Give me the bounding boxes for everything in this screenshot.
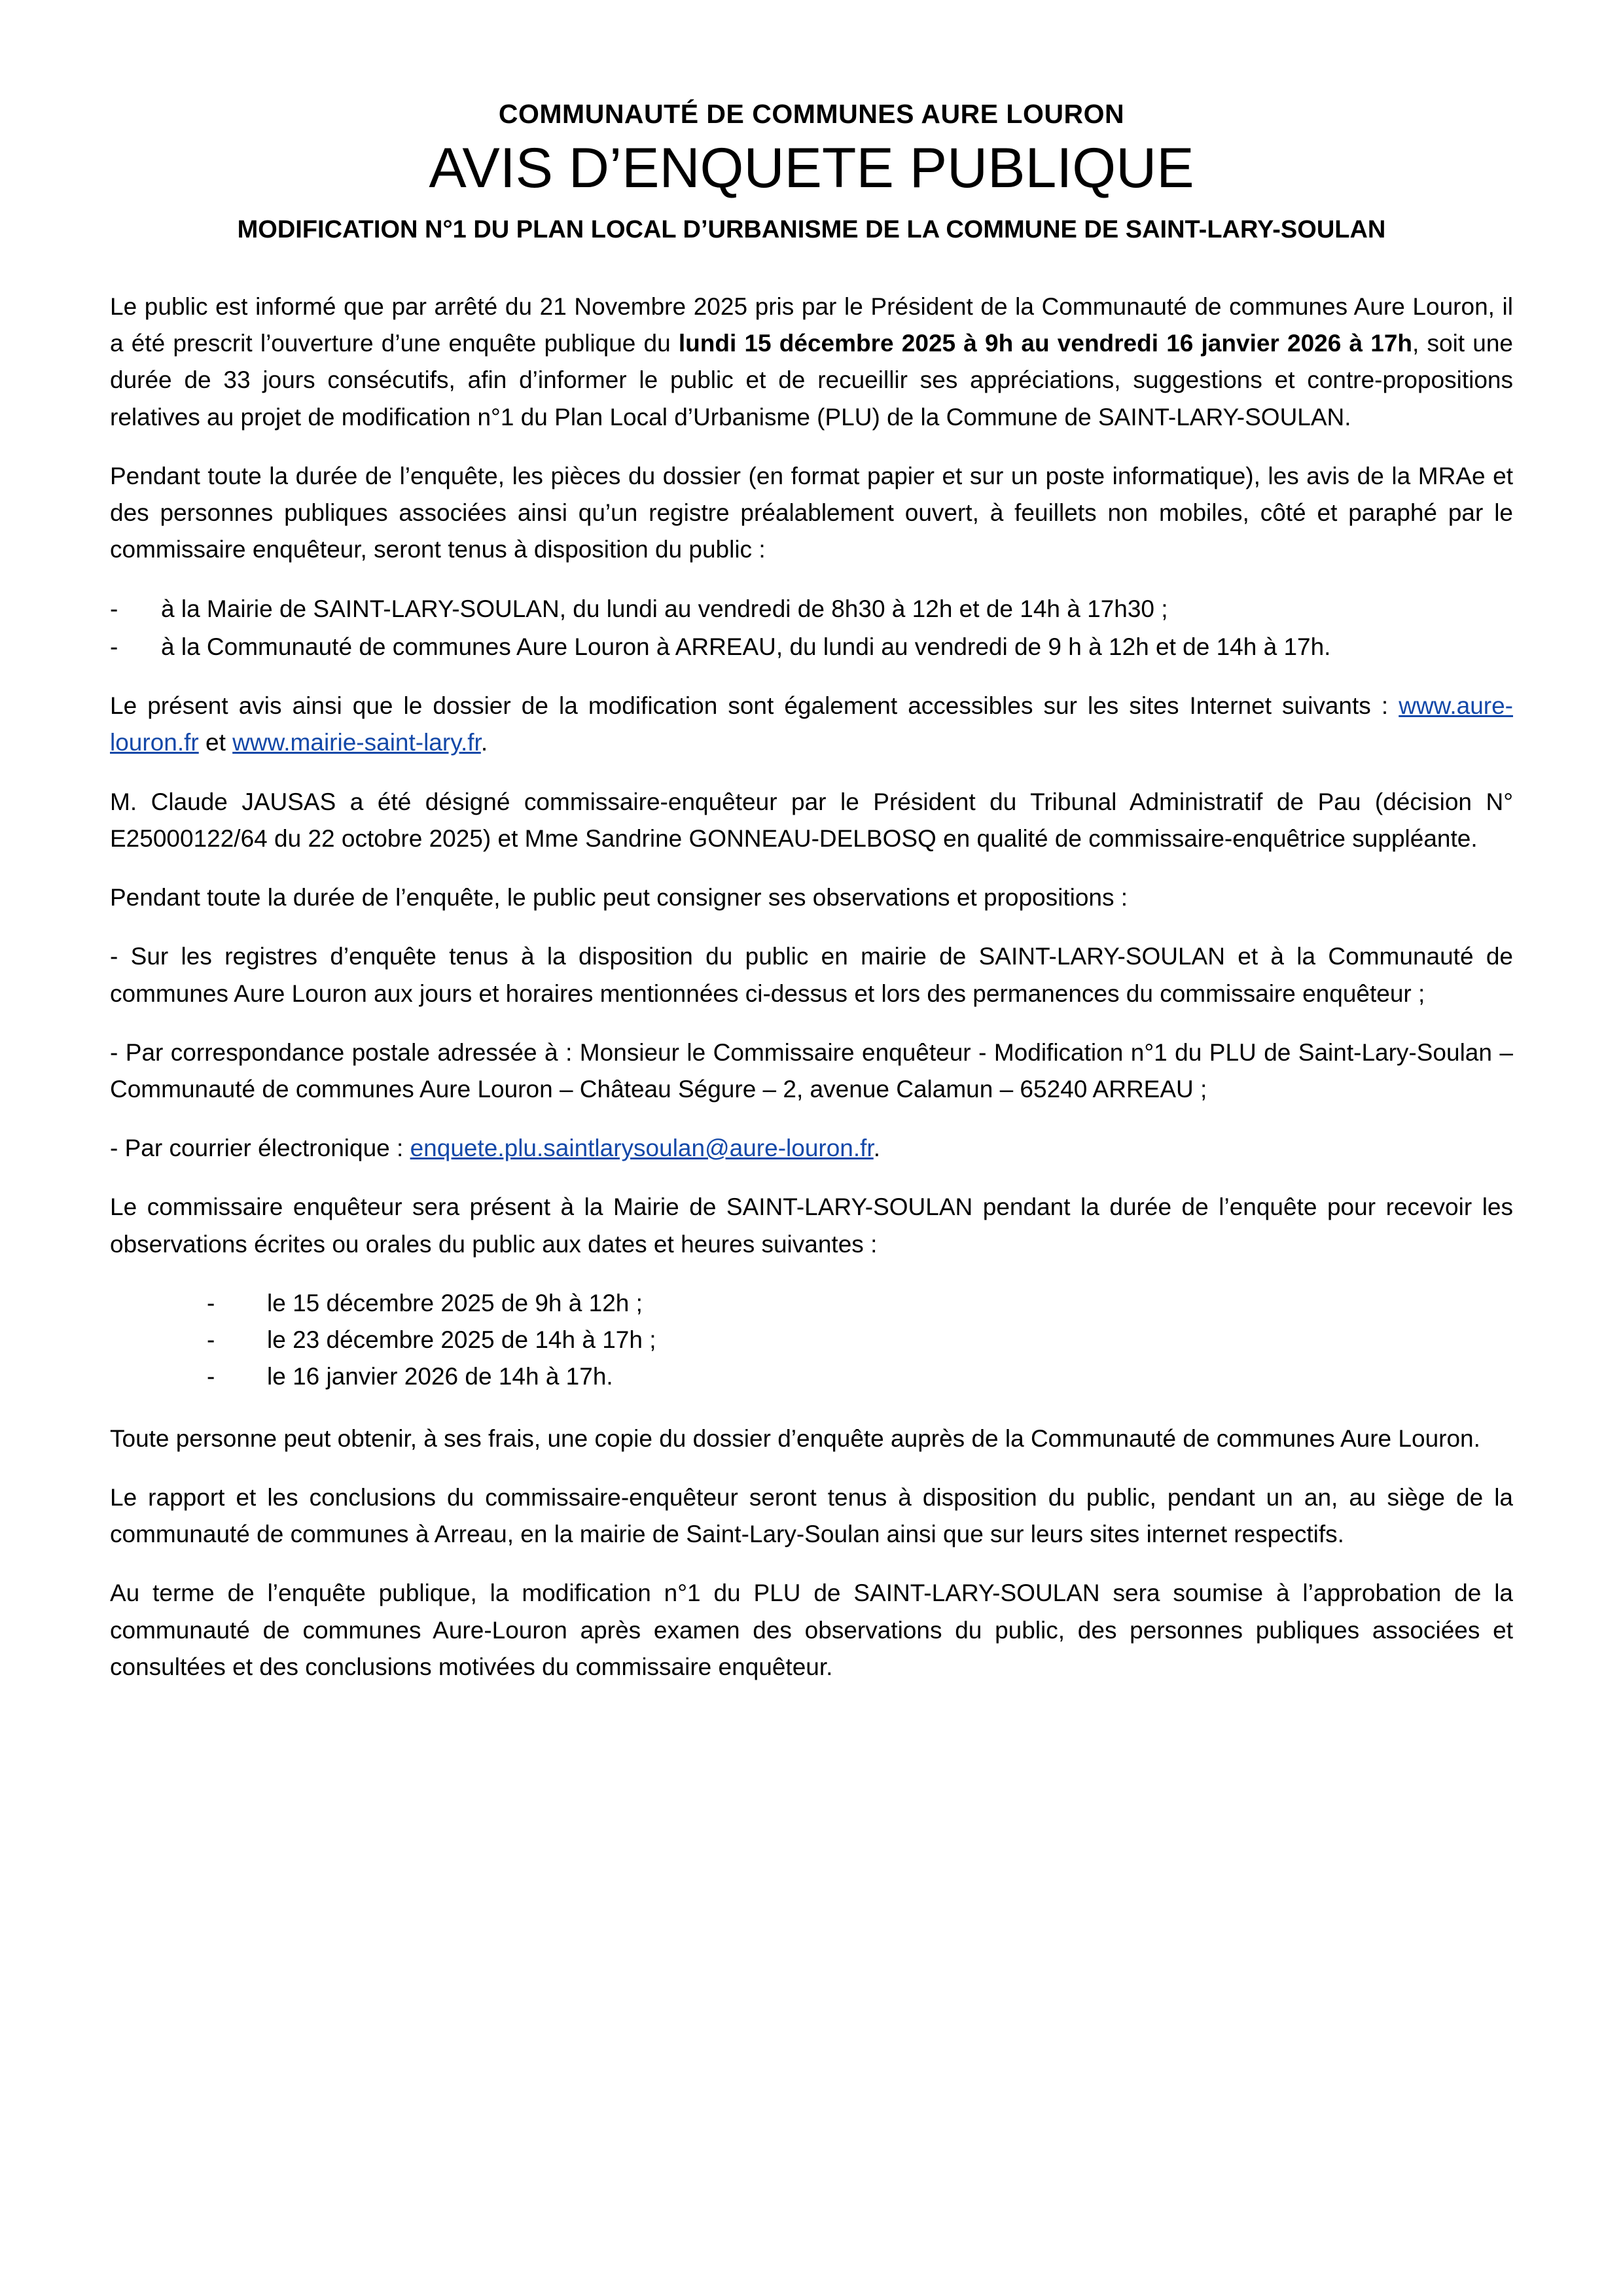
list-item-label: le 15 décembre 2025 de 9h à 12h ; bbox=[267, 1289, 643, 1316]
list-item bbox=[110, 591, 1513, 627]
enquiry-period-dates: lundi 15 décembre 2025 à 9h au vendredi 16 janvier 2026 à 17h bbox=[678, 330, 1413, 357]
link-enquiry-email[interactable]: enquete.plu.saintlarysoulan@aure-louron.fr bbox=[410, 1135, 874, 1162]
page-title: AVIS D’ENQUETE PUBLIQUE bbox=[429, 137, 1194, 200]
paragraph-permanences-intro: Le commissaire enquêteur sera présent à la Mairie de SAINT-LARY-SOULAN pendant la durée de l’enquête pour recevoir les observations écrites ou orales du public aux dates et heures suivantes : bbox=[110, 1193, 1513, 1258]
paragraph-report-availability: Le rapport et les conclusions du commissaire-enquêteur seront tenus à disposition du public, pendant un an, au siège de la communauté de communes à Arreau, en la mairie de Saint-Lary-Soulan ainsi que sur leurs sites internet respectifs. bbox=[110, 1483, 1513, 1548]
list-item bbox=[110, 1358, 1513, 1395]
sentence-period: . bbox=[873, 1135, 880, 1162]
paragraph-dossier-availability: Pendant toute la durée de l’enquête, les pièces du dossier (en format papier et sur un poste informatique), les avis de la MRAe et des personnes publiques associées ainsi qu’un registre préalablement ouvert, à feuillets non mobiles, côté et paraphé par le commissaire enquêteur, seront tenus à disposition du public : bbox=[110, 462, 1513, 563]
paragraph-notice-part1: Le public est informé que par arrêté du 21 Novembre 2025 pris par le Président de la Communauté de communes Aure Louron, il a été prescrit l’ouverture d’une enquête publique du bbox=[110, 293, 1513, 357]
paragraph-registers: - Sur les registres d’enquête tenus à la disposition du public en mairie de SAINT-LARY-SOULAN et à la Communauté de communes Aure Louron aux jours et horaires mentionnées ci-dessus et lors des permanences du commissaire enquêteur ; bbox=[110, 943, 1513, 1007]
bullet-marker: - bbox=[207, 1326, 215, 1354]
paragraph-websites bbox=[110, 688, 1513, 761]
document-subtitle: MODIFICATION N°1 DU PLAN LOCAL D’URBANISME DE LA COMMUNE DE SAINT-LARY-SOULAN bbox=[237, 215, 1386, 243]
paragraph-observations-intro: Pendant toute la durée de l’enquête, le public peut consigner ses observations et propositions : bbox=[110, 884, 1128, 911]
paragraph-websites-text: Le présent avis ainsi que le dossier de la modification sont également accessibles sur les sites Internet suivants : bbox=[110, 692, 1399, 720]
paragraph-copy-cost: Toute personne peut obtenir, à ses frais, une copie du dossier d’enquête auprès de la Communauté de communes Aure Louron. bbox=[110, 1424, 1480, 1452]
list-item bbox=[110, 629, 1513, 665]
list-item-label: à la Mairie de SAINT-LARY-SOULAN, du lundi au vendredi de 8h30 à 12h et de 14h à 17h30 ; bbox=[161, 595, 1168, 622]
paragraph-notice bbox=[110, 289, 1513, 436]
paragraph-email-text: - Par courrier électronique : bbox=[110, 1135, 410, 1162]
list-item-label: à la Communauté de communes Aure Louron à ARREAU, du lundi au vendredi de 9 h à 12h et de 14h à 17h. bbox=[161, 633, 1331, 660]
paragraph-notice-part2: , soit une durée de 33 jours consécutifs, afin d’informer le public et de recueillir ses appréciations, suggestions et contre-propositions relatives au projet de modification n°1 du Plan Local d’Urbanisme (PLU) de la Commune de SAINT-LARY-SOULAN. bbox=[110, 330, 1513, 431]
permanence-dates-list bbox=[110, 1285, 1513, 1396]
paragraph-approval: Au terme de l’enquête publique, la modification n°1 du PLU de SAINT-LARY-SOULAN sera soumise à l’approbation de la communauté de communes Aure-Louron après examen des observations du public, des personnes publiques associées et consultées et des conclusions motivées du commissaire enquêteur. bbox=[110, 1580, 1513, 1680]
link-mairie-saint-lary[interactable]: www.mairie-saint-lary.fr bbox=[232, 729, 481, 756]
list-item-label: le 23 décembre 2025 de 14h à 17h ; bbox=[267, 1326, 656, 1354]
availability-locations-list bbox=[110, 591, 1513, 665]
paragraph-email bbox=[110, 1130, 1513, 1167]
bullet-marker: - bbox=[110, 595, 118, 622]
link-aure-louron[interactable]: www.aure-louron.fr bbox=[110, 692, 1513, 756]
paragraph-commissioner-designation: M. Claude JAUSAS a été désigné commissaire-enquêteur par le Président du Tribunal Administratif de Pau (décision N° E25000122/64 du 22 octobre 2025) et Mme Sandrine GONNEAU-DELBOSQ en qualité de commissaire-enquêtrice suppléante. bbox=[110, 788, 1513, 852]
conjunction-et: et bbox=[198, 729, 233, 756]
bullet-marker: - bbox=[207, 1363, 215, 1390]
list-item bbox=[110, 1322, 1513, 1358]
bullet-marker: - bbox=[110, 633, 118, 660]
list-item bbox=[110, 1285, 1513, 1322]
sentence-period: . bbox=[480, 729, 488, 756]
list-item-label: le 16 janvier 2026 de 14h à 17h. bbox=[267, 1363, 613, 1390]
paragraph-postal-mail: - Par correspondance postale adressée à : Monsieur le Commissaire enquêteur - Modification n°1 du PLU de Saint-Lary-Soulan – Communauté de communes Aure Louron – Château Ségure – 2, avenue Calamun – 65240 ARREAU ; bbox=[110, 1038, 1513, 1103]
organization-heading: COMMUNAUTÉ DE COMMUNES AURE LOURON bbox=[498, 99, 1125, 129]
bullet-marker: - bbox=[207, 1289, 215, 1316]
